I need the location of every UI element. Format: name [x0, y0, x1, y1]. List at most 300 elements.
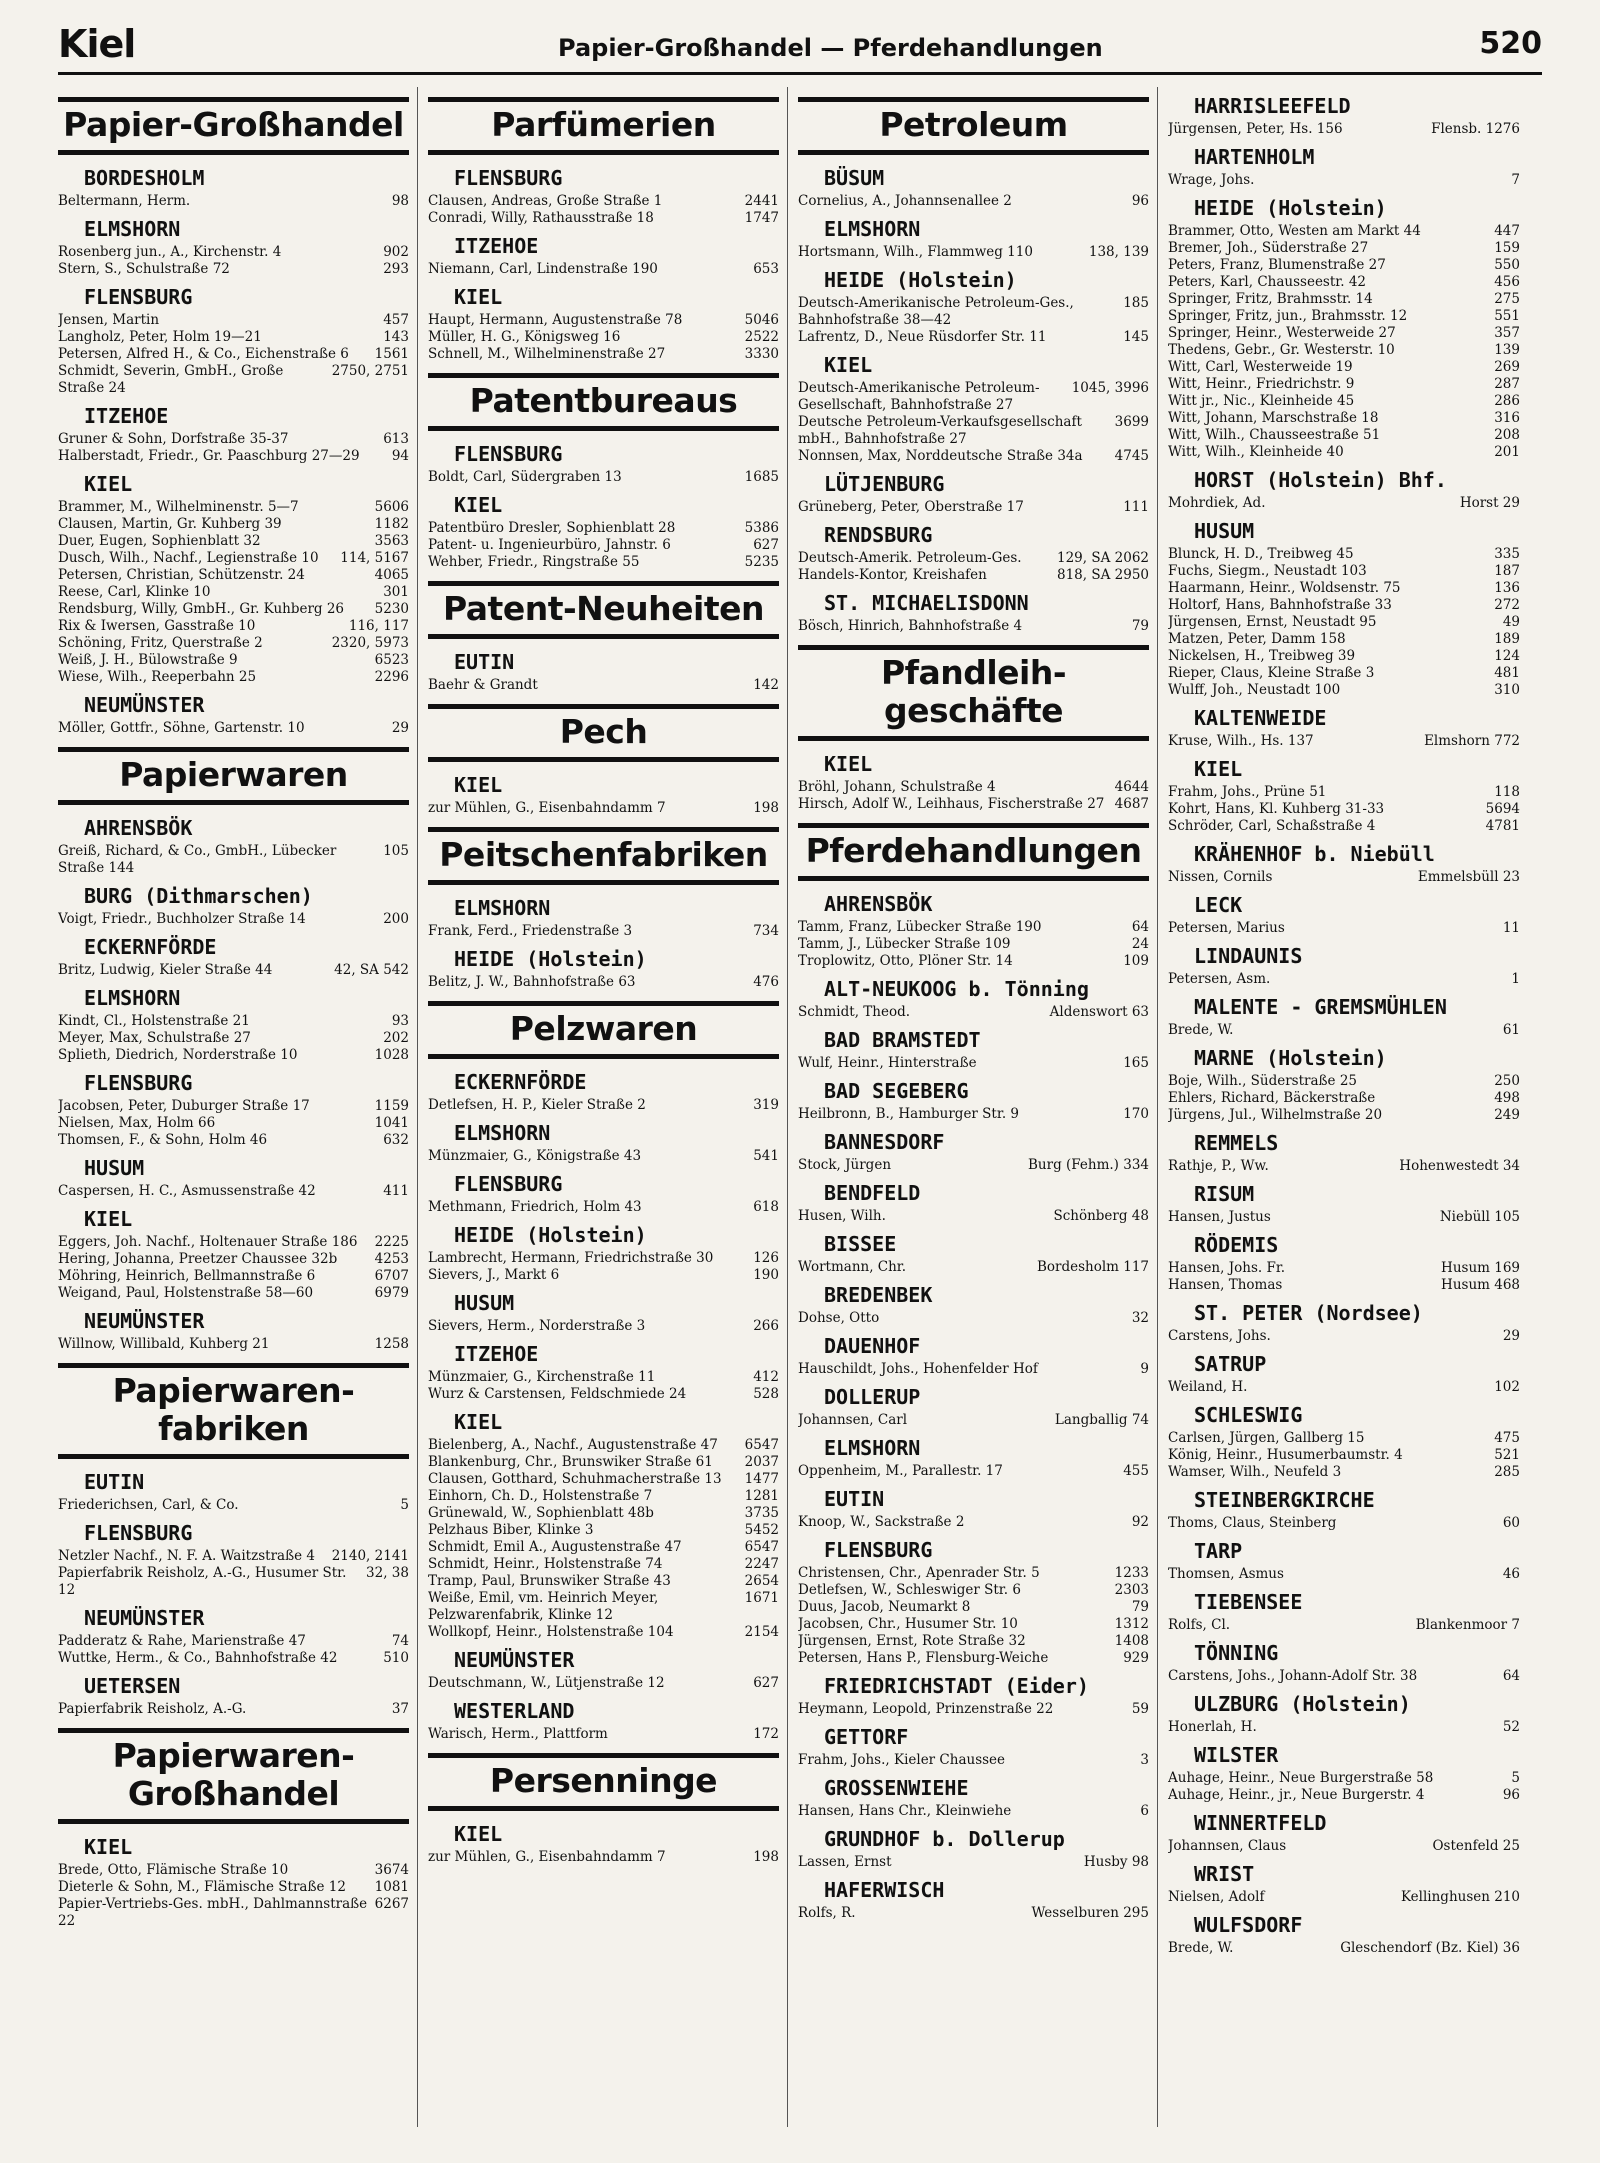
listing-phone: 96: [1131, 193, 1149, 209]
listing-name: Frahm, Johs., Prüne 51: [1168, 784, 1327, 800]
listing-name: Schmidt, Emil A., Augustenstraße 47: [428, 1539, 682, 1555]
listing-entry: [798, 1514, 1149, 1531]
city-heading: KIEL: [454, 773, 503, 797]
listing-phone: 5230: [374, 601, 409, 617]
listing-entry: [58, 1701, 409, 1718]
listing-phone: Kellinghusen 210: [1400, 1889, 1520, 1905]
listing-phone: 60: [1502, 1515, 1520, 1531]
listing-name: Deutsch-Amerikanische Petroleum-Gesellschaft, Bahnhofstraße 27: [798, 380, 1040, 413]
listing-name: Petersen, Asm.: [1168, 971, 1271, 987]
listing-entry: [428, 1369, 779, 1386]
listing-phone: 618: [753, 1199, 779, 1215]
city-heading: BURG (Dithmarschen): [84, 884, 313, 908]
listing-name: Fuchs, Siegm., Neustadt 103: [1168, 563, 1367, 579]
listing-name: Duus, Jacob, Neumarkt 8: [798, 1599, 971, 1615]
listing-name: Holtorf, Hans, Bahnhofstraße 33: [1168, 597, 1392, 613]
city-heading: KIEL: [1194, 757, 1243, 781]
listing-name: Caspersen, H. C., Asmussenstraße 42: [58, 1183, 316, 1199]
listing-name: Wurz & Carstensen, Feldschmiede 24: [428, 1386, 687, 1402]
listing-entry: [428, 1454, 779, 1471]
listing-name: Münzmaier, G., Kirchenstraße 11: [428, 1369, 656, 1385]
city-heading: AHRENSBÖK: [84, 816, 193, 840]
listing-entry: [428, 1097, 779, 1114]
listing-phone: 613: [383, 431, 409, 447]
listing-phone: 5: [400, 1497, 409, 1513]
listing-phone: 102: [1494, 1379, 1520, 1395]
listing-name: zur Mühlen, G., Eisenbahndamm 7: [428, 800, 666, 816]
listing-entry: [58, 1251, 409, 1268]
listing-name: Sievers, Herm., Norderstraße 3: [428, 1318, 646, 1334]
listing-name: Jürgensen, Ernst, Neustadt 95: [1168, 614, 1377, 630]
city-heading: FLENSBURG: [84, 1071, 193, 1095]
listing-name: Carlsen, Jürgen, Gallberg 15: [1168, 1430, 1365, 1446]
listing-name: Papierfabrik Reisholz, A.-G., Husumer Str. 12: [58, 1565, 347, 1598]
listing-name: Lafrentz, D., Neue Rüsdorfer Str. 11: [798, 329, 1047, 345]
listing-name: Schmidt, Heinr., Holstenstraße 74: [428, 1556, 663, 1572]
city-heading: FLENSBURG: [454, 442, 563, 466]
listing-entry: [1168, 274, 1520, 291]
city-heading: KIEL: [84, 472, 133, 496]
listing-name: Rix & Iwersen, Gasstraße 10: [58, 618, 256, 634]
listing-entry: [798, 1701, 1149, 1718]
listing-entry: [58, 1633, 409, 1650]
listing-entry: [1168, 1209, 1520, 1226]
page-header: [58, 20, 1542, 75]
category-heading: Pfandleih-geschäfte: [798, 645, 1149, 741]
listing-phone: 447: [1494, 223, 1520, 239]
listing-phone: 136: [1494, 580, 1520, 596]
listing-phone: Emmelsbüll 23: [1417, 869, 1520, 885]
listing-phone: 190: [753, 1267, 779, 1283]
listing-entry: [1168, 1277, 1520, 1294]
category-heading: Patentbureaus: [428, 373, 779, 431]
listing-entry: [1168, 1515, 1520, 1532]
city-heading: BAD BRAMSTEDT: [824, 1028, 981, 1052]
listing-phone: 2654: [744, 1573, 779, 1589]
listing-name: Ehlers, Richard, Bäckerstraße: [1168, 1090, 1376, 1106]
listing-entry: [58, 363, 409, 397]
listing-entry: [58, 1879, 409, 1896]
listing-entry: [1168, 614, 1520, 631]
listing-name: Clausen, Martin, Gr. Kuhberg 39: [58, 516, 282, 532]
listing-entry: [428, 1556, 779, 1573]
listing-entry: [428, 261, 779, 278]
listing-entry: [58, 329, 409, 346]
listing-entry: [428, 1590, 779, 1624]
city-heading: NEUMÜNSTER: [84, 1606, 205, 1630]
listing-phone: 116, 117: [348, 618, 409, 634]
listing-entry: [58, 261, 409, 278]
listing-phone: Horst 29: [1459, 495, 1520, 511]
listing-entry: [798, 796, 1149, 813]
listing-phone: 929: [1123, 1650, 1149, 1666]
listing-entry: [58, 1336, 409, 1353]
listing-name: Heilbronn, B., Hamburger Str. 9: [798, 1106, 1019, 1122]
listing-name: Rosenberg jun., A., Kirchenstr. 4: [58, 244, 282, 260]
listing-name: Hauschildt, Johs., Hohenfelder Hof: [798, 1361, 1038, 1377]
listing-name: Blunck, H. D., Treibweg 45: [1168, 546, 1354, 562]
listing-phone: 129, SA 2062: [1057, 550, 1149, 566]
listing-entry: [58, 1183, 409, 1200]
listing-phone: 187: [1494, 563, 1520, 579]
listing-name: Wulff, Joh., Neustadt 100: [1168, 682, 1341, 698]
listing-entry: [428, 1675, 779, 1692]
listing-phone: 541: [753, 1148, 779, 1164]
listing-phone: 92: [1131, 1514, 1149, 1530]
listing-entry: [1168, 427, 1520, 444]
listing-entry: [428, 1539, 779, 1556]
listing-entry: [798, 1157, 1149, 1174]
city-heading: HARTENHOLM: [1194, 145, 1315, 169]
listing-phone: 109: [1123, 953, 1149, 969]
listing-phone: 118: [1494, 784, 1520, 800]
listing-phone: Gleschendorf (Bz. Kiel) 36: [1340, 1940, 1520, 1956]
listing-entry: [1168, 580, 1520, 597]
listing-name: Mohrdiek, Ad.: [1168, 495, 1266, 511]
listing-phone: 200: [383, 911, 409, 927]
listing-phone: 3563: [374, 533, 409, 549]
listing-name: Heymann, Leopold, Prinzenstraße 22: [798, 1701, 1054, 1717]
listing-name: Halberstadt, Friedr., Gr. Paaschburg 27—29: [58, 448, 360, 464]
listing-name: Christensen, Chr., Apenrader Str. 5: [798, 1565, 1040, 1581]
listing-name: Hansen, Justus: [1168, 1209, 1271, 1225]
city-heading: FLENSBURG: [84, 285, 193, 309]
listing-name: Methmann, Friedrich, Holm 43: [428, 1199, 642, 1215]
listing-entry: [1168, 1090, 1520, 1107]
city-heading: MARNE (Holstein): [1194, 1046, 1387, 1070]
listing-entry: [58, 962, 409, 979]
listing-name: Wrage, Johs.: [1168, 172, 1255, 188]
listing-name: zur Mühlen, G., Eisenbahndamm 7: [428, 1849, 666, 1865]
listing-name: Jacobsen, Chr., Husumer Str. 10: [798, 1616, 1018, 1632]
listing-phone: 1258: [374, 1336, 409, 1352]
listing-entry: [1168, 1617, 1520, 1634]
listing-phone: 1408: [1114, 1633, 1149, 1649]
listing-name: Möller, Gottfr., Söhne, Gartenstr. 10: [58, 720, 305, 736]
listing-entry: [428, 346, 779, 363]
listing-phone: 9: [1140, 1361, 1149, 1377]
listing-phone: 124: [1494, 648, 1520, 664]
city-heading: SATRUP: [1194, 1352, 1267, 1376]
listing-name: Splieth, Diedrich, Norderstraße 10: [58, 1047, 298, 1063]
listing-phone: 1182: [374, 516, 409, 532]
city-heading: BORDESHOLM: [84, 166, 205, 190]
city-heading: TIEBENSEE: [1194, 1590, 1303, 1614]
listing-name: Deutsch-Amerik. Petroleum-Ges.: [798, 550, 1022, 566]
listing-name: Schöning, Fritz, Querstraße 2: [58, 635, 263, 651]
listing-name: Wortmann, Chr.: [798, 1259, 907, 1275]
listing-name: Witt, Johann, Marschstraße 18: [1168, 410, 1379, 426]
listing-name: Peters, Karl, Chausseestr. 42: [1168, 274, 1367, 290]
listing-name: Jacobsen, Peter, Duburger Straße 17: [58, 1098, 310, 1114]
city-heading: ALT-NEUKOOG b. Tönning: [824, 977, 1089, 1001]
listing-phone: 455: [1123, 1463, 1149, 1479]
listing-entry: [798, 1412, 1149, 1429]
listing-name: Warisch, Herm., Plattform: [428, 1726, 608, 1742]
listing-name: Haupt, Hermann, Augustenstraße 78: [428, 312, 683, 328]
listing-entry: [1168, 1447, 1520, 1464]
listing-entry: [1168, 172, 1520, 189]
listing-phone: Burg (Fehm.) 334: [1028, 1157, 1149, 1173]
listing-name: Witt, Carl, Westerweide 19: [1168, 359, 1353, 375]
listing-phone: 208: [1494, 427, 1520, 443]
listing-name: Detlefsen, H. P., Kieler Straße 2: [428, 1097, 646, 1113]
listing-phone: 4065: [374, 567, 409, 583]
city-heading: KALTENWEIDE: [1194, 706, 1327, 730]
listing-entry: [428, 1488, 779, 1505]
listing-phone: 249: [1494, 1107, 1520, 1123]
listing-phone: 498: [1494, 1090, 1520, 1106]
listing-entry: [798, 1633, 1149, 1650]
city-heading: RENDSBURG: [824, 523, 933, 547]
listing-phone: 2154: [744, 1624, 779, 1640]
city-heading: BISSEE: [824, 1232, 897, 1256]
category-heading: Parfümerien: [428, 97, 779, 155]
listing-name: Cornelius, A., Johannsenallee 2: [798, 193, 1012, 209]
listing-entry: [58, 431, 409, 448]
listing-entry: [798, 1208, 1149, 1225]
listing-phone: 94: [391, 448, 409, 464]
city-heading: ELMSHORN: [84, 986, 181, 1010]
listing-phone: Flensb. 1276: [1431, 121, 1520, 137]
listing-phone: 189: [1494, 631, 1520, 647]
listing-phone: 29: [391, 720, 409, 736]
listing-entry: [1168, 1464, 1520, 1481]
city-heading: GRUNDHOF b. Dollerup: [824, 1827, 1065, 1851]
listing-phone: Ostenfeld 25: [1432, 1838, 1520, 1854]
listing-name: Weigand, Paul, Holstenstraße 58—60: [58, 1285, 314, 1301]
listing-name: Blankenburg, Chr., Brunswiker Straße 61: [428, 1454, 713, 1470]
listing-phone: 734: [753, 923, 779, 939]
listing-phone: 2247: [744, 1556, 779, 1572]
listing-entry: [428, 677, 779, 694]
listing-phone: 5386: [744, 520, 779, 536]
listing-phone: 1: [1511, 971, 1520, 987]
listing-phone: 52: [1502, 1719, 1520, 1735]
listing-phone: 335: [1494, 546, 1520, 562]
listing-name: Britz, Ludwig, Kieler Straße 44: [58, 962, 273, 978]
listing-phone: 1477: [744, 1471, 779, 1487]
listing-name: Friederichsen, Carl, & Co.: [58, 1497, 239, 1513]
listing-entry: [798, 380, 1149, 414]
listing-phone: 3330: [744, 346, 779, 362]
listing-name: Greiß, Richard, & Co., GmbH., Lübecker Straße 144: [58, 843, 337, 876]
listing-phone: 2522: [744, 329, 779, 345]
listing-entry: [1168, 410, 1520, 427]
listing-phone: 37: [391, 1701, 409, 1717]
listing-entry: [798, 1905, 1149, 1922]
city-heading: ULZBURG (Holstein): [1194, 1692, 1411, 1716]
listing-entry: [1168, 376, 1520, 393]
listing-entry: [428, 1267, 779, 1284]
listing-entry: [58, 1115, 409, 1132]
listing-entry: [428, 520, 779, 537]
listing-entry: [1168, 1073, 1520, 1090]
listing-phone: 2140, 2141: [331, 1548, 409, 1564]
city-heading: RÖDEMIS: [1194, 1233, 1279, 1257]
listing-name: Petersen, Marius: [1168, 920, 1285, 936]
listing-phone: Husby 98: [1083, 1854, 1149, 1870]
listing-name: Kohrt, Hans, Kl. Kuhberg 31-33: [1168, 801, 1385, 817]
listing-entry: [428, 1573, 779, 1590]
city-heading: ST. MICHAELISDONN: [824, 591, 1029, 615]
listing-name: Grünewald, W., Sophienblatt 48b: [428, 1505, 654, 1521]
listing-name: Springer, Fritz, Brahmsstr. 14: [1168, 291, 1373, 307]
listing-entry: [1168, 1889, 1520, 1906]
listing-phone: 1045, 3996: [1071, 380, 1149, 396]
listing-phone: 269: [1494, 359, 1520, 375]
city-heading: KIEL: [84, 1207, 133, 1231]
listing-entry: [1168, 869, 1520, 886]
city-heading: GROSSENWIEHE: [824, 1776, 969, 1800]
listing-name: Beltermann, Herm.: [58, 193, 191, 209]
listing-phone: 1081: [374, 1879, 409, 1895]
listing-entry: [428, 1471, 779, 1488]
column-4: [1168, 87, 1528, 2127]
city-heading: KIEL: [454, 285, 503, 309]
listing-phone: 185: [1123, 295, 1149, 311]
listing-name: Langholz, Peter, Holm 19—21: [58, 329, 262, 345]
listing-phone: 286: [1494, 393, 1520, 409]
listing-name: Thomsen, F., & Sohn, Holm 46: [58, 1132, 268, 1148]
listing-name: Frank, Ferd., Friedenstraße 3: [428, 923, 633, 939]
listing-phone: 275: [1494, 291, 1520, 307]
listing-phone: 2320, 5973: [331, 635, 409, 651]
city-heading: ITZEHOE: [454, 1342, 539, 1366]
listing-entry: [798, 1803, 1149, 1820]
listing-entry: [798, 448, 1149, 465]
listing-name: Wollkopf, Heinr., Holstenstraße 104: [428, 1624, 674, 1640]
listing-name: Weiß, J. H., Bülowstraße 9: [58, 652, 238, 668]
listing-phone: 1685: [744, 469, 779, 485]
listing-entry: [58, 618, 409, 635]
listing-phone: 481: [1494, 665, 1520, 681]
listing-phone: 105: [383, 843, 409, 859]
listing-name: Clausen, Andreas, Große Straße 1: [428, 193, 663, 209]
listing-phone: 198: [753, 800, 779, 816]
listing-entry: [58, 1098, 409, 1115]
listing-entry: [58, 550, 409, 567]
listing-entry: [798, 618, 1149, 635]
listing-phone: 2750, 2751: [331, 363, 409, 379]
listing-name: Nonnsen, Max, Norddeutsche Straße 34a: [798, 448, 1083, 464]
listing-phone: 272: [1494, 597, 1520, 613]
listing-name: Detlefsen, W., Schleswiger Str. 6: [798, 1582, 1021, 1598]
listing-entry: [1168, 1668, 1520, 1685]
listing-name: Dieterle & Sohn, M., Flämische Straße 12: [58, 1879, 346, 1895]
listing-name: Oppenheim, M., Parallestr. 17: [798, 1463, 1003, 1479]
listing-name: Boldt, Carl, Südergraben 13: [428, 469, 622, 485]
listing-entry: [798, 1055, 1149, 1072]
listing-phone: 475: [1494, 1430, 1520, 1446]
city-heading: MALENTE - GREMSMÜHLEN: [1194, 995, 1447, 1019]
listing-phone: Husum 468: [1441, 1277, 1520, 1293]
listing-phone: 2303: [1114, 1582, 1149, 1598]
listing-phone: 6547: [744, 1437, 779, 1453]
listing-entry: [1168, 1770, 1520, 1787]
city-heading: BAD SEGEBERG: [824, 1079, 969, 1103]
listing-name: Bielenberg, A., Nachf., Augustenstraße 47: [428, 1437, 718, 1453]
listing-entry: [58, 499, 409, 516]
listing-entry: [428, 193, 779, 210]
listing-phone: Langballig 74: [1054, 1412, 1149, 1428]
city-heading: ITZEHOE: [84, 404, 169, 428]
city-heading: LÜTJENBURG: [824, 472, 945, 496]
listing-name: Eggers, Joh. Nachf., Holtenauer Straße 186: [58, 1234, 358, 1250]
listing-phone: 4781: [1485, 818, 1520, 834]
city-heading: FLENSBURG: [454, 166, 563, 190]
listing-entry: [1168, 631, 1520, 648]
category-heading: Papierwaren: [58, 747, 409, 805]
listing-entry: [58, 1030, 409, 1047]
listing-name: Witt, Wilh., Kleinheide 40: [1168, 444, 1344, 460]
listing-phone: Blankenmoor 7: [1415, 1617, 1520, 1633]
listing-name: Tramp, Paul, Brunswiker Straße 43: [428, 1573, 671, 1589]
listing-phone: 1747: [744, 210, 779, 226]
listing-phone: 551: [1494, 308, 1520, 324]
listing-entry: [58, 533, 409, 550]
listing-phone: 4687: [1114, 796, 1149, 812]
city-heading: TÖNNING: [1194, 1641, 1279, 1665]
listing-phone: 5046: [744, 312, 779, 328]
listing-phone: 98: [391, 193, 409, 209]
listing-phone: 145: [1123, 329, 1149, 345]
listing-entry: [1168, 257, 1520, 274]
city-heading: FRIEDRICHSTADT (Eider): [824, 1674, 1089, 1698]
listing-phone: 357: [1494, 325, 1520, 341]
listing-name: Johannsen, Carl: [798, 1412, 908, 1428]
city-heading: HEIDE (Holstein): [1194, 196, 1387, 220]
listing-name: Schmidt, Severin, GmbH., Große Straße 24: [58, 363, 284, 396]
listing-phone: 3: [1140, 1752, 1149, 1768]
header-city: Kiel: [58, 22, 136, 66]
listing-entry: [1168, 495, 1520, 512]
city-heading: REMMELS: [1194, 1131, 1279, 1155]
listing-entry: [798, 1106, 1149, 1123]
listing-entry: [428, 469, 779, 486]
listing-entry: [1168, 444, 1520, 461]
listing-entry: [1168, 1158, 1520, 1175]
listing-entry: [1168, 1838, 1520, 1855]
listing-name: Niemann, Carl, Lindenstraße 190: [428, 261, 658, 277]
listing-name: Voigt, Friedr., Buchholzer Straße 14: [58, 911, 306, 927]
listing-phone: 79: [1131, 1599, 1149, 1615]
city-heading: NEUMÜNSTER: [454, 1648, 575, 1672]
listing-phone: 3699: [1114, 414, 1149, 430]
listing-name: Deutsche Petroleum-Verkaufsgesellschaft mbH., Bahnhofstraße 27: [798, 414, 1082, 447]
listing-entry: [1168, 1566, 1520, 1583]
listing-name: Auhage, Heinr., Neue Burgerstraße 58: [1168, 1770, 1434, 1786]
listing-name: Thomsen, Asmus: [1168, 1566, 1284, 1582]
city-heading: SCHLESWIG: [1194, 1403, 1303, 1427]
city-heading: DAUENHOF: [824, 1334, 921, 1358]
category-heading: Patent-Neuheiten: [428, 581, 779, 639]
listing-name: Bröhl, Johann, Schulstraße 4: [798, 779, 996, 795]
city-heading: HUSUM: [84, 1156, 145, 1180]
listing-name: Johannsen, Claus: [1168, 1838, 1287, 1854]
listing-phone: 6: [1140, 1803, 1149, 1819]
listing-phone: 138, 139: [1088, 244, 1149, 260]
listing-entry: [798, 1599, 1149, 1616]
listing-entry: [1168, 1022, 1520, 1039]
listing-phone: 632: [383, 1132, 409, 1148]
listing-phone: 111: [1123, 499, 1149, 515]
listing-name: Hering, Johanna, Preetzer Chaussee 32b: [58, 1251, 338, 1267]
listing-phone: 74: [391, 1633, 409, 1649]
city-heading: ECKERNFÖRDE: [454, 1070, 587, 1094]
listing-phone: 627: [753, 1675, 779, 1691]
listing-phone: 96: [1502, 1787, 1520, 1803]
